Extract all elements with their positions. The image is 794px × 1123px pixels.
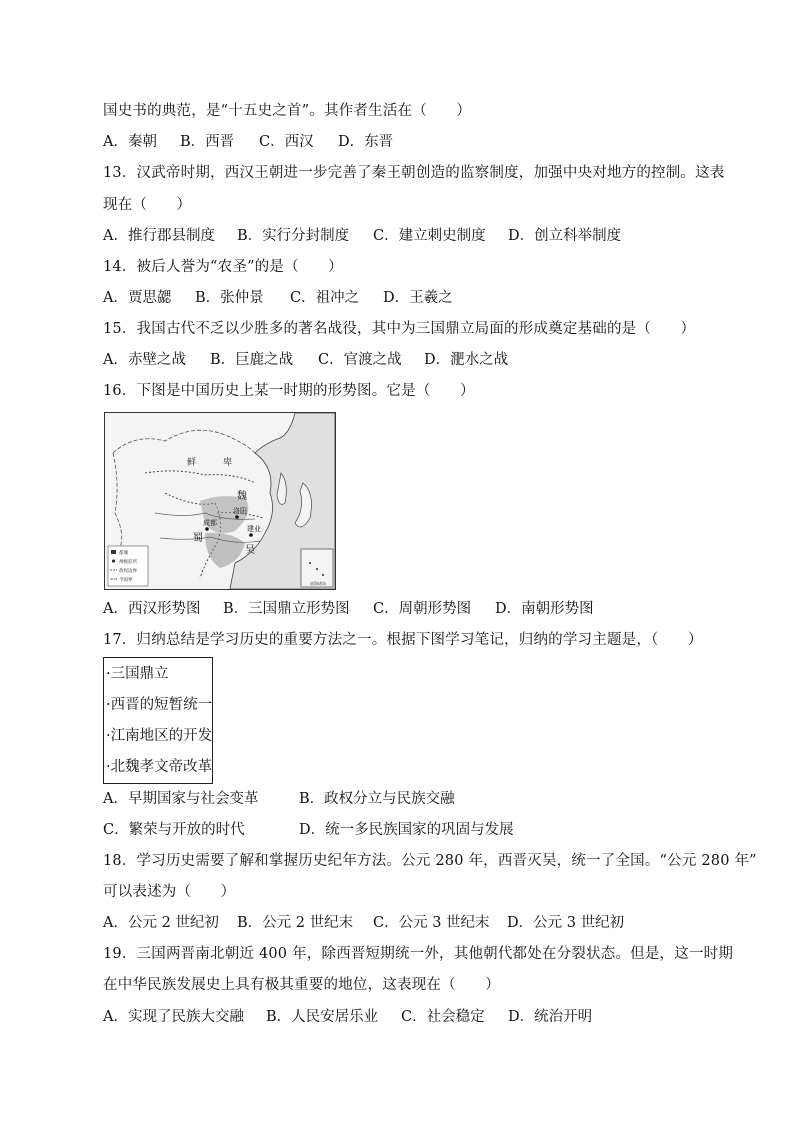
inset-label: 南海诸岛 [310,581,326,586]
inset-island-3 [322,574,324,576]
q16-option-b[interactable]: B．三国鼎立形势图 [223,601,350,617]
q13-stem-line2: 现在（ ） [103,197,192,213]
legend-text-capital: 都城 [119,551,128,556]
q16-stem: 16．下图是中国历史上某一时期的形势图。它是（ ） [103,383,475,399]
map-label-wei: 魏 [237,491,247,502]
inset-island-1 [309,562,311,564]
q17-stem: 17．归纳总结是学习历史的重要方法之一。根据下图学习笔记，归纳的学习主题是，（ ） [103,632,703,648]
q13-option-b[interactable]: B．实行分封制度 [237,228,350,244]
q13-option-d[interactable]: D．创立科举制度 [508,228,622,244]
q19-option-d[interactable]: D．统治开明 [508,1009,593,1025]
q15-option-c[interactable]: C．官渡之战 [318,352,402,368]
q17-option-a[interactable]: A．早期国家与社会变革 [103,791,259,807]
q19-option-b[interactable]: B．人民安居乐业 [266,1009,379,1025]
q18-stem-line1: 18．学习历史需要了解和掌握历史纪年方法。公元 280 年，西晋灭吴，统一了全国。“公元 280 年” [103,853,757,869]
q16-option-a[interactable]: A．西汉形势图 [103,601,201,617]
map-label-bei: 卑 [223,458,233,468]
q18-option-c[interactable]: C．公元 3 世纪末 [373,915,490,931]
note-item-3: ·江南地区的开发 [106,728,213,744]
map-label-wu: 吴 [245,545,255,556]
q19-option-c[interactable]: C．社会稳定 [401,1009,485,1025]
capital-marker-chengdu [205,527,209,531]
q13-option-c[interactable]: C．建立刺史制度 [373,228,486,244]
historical-map-figure [104,412,336,590]
q16-option-d[interactable]: D．南朝形势图 [495,601,594,617]
legend-symbol-capital [111,550,116,554]
q18-option-a[interactable]: A．公元 2 世纪初 [103,915,219,931]
q12-option-c[interactable]: C．西汉 [259,134,314,150]
legend-text-state-seat: 州级驻所 [119,560,137,565]
q13-stem-line1: 13．汉武帝时期，西汉王朝进一步完善了秦王朝创造的监察制度，加强中央对地方的控制。这表 [103,165,725,181]
map-graphic [105,413,335,589]
q14-option-b[interactable]: B．张仲景 [195,290,264,306]
q17-option-d[interactable]: D．统一多民族国家的巩固与发展 [299,822,514,838]
q15-option-a[interactable]: A．赤壁之战 [103,352,186,368]
capital-marker-luoyang [235,515,239,519]
q14-option-c[interactable]: C．祖冲之 [290,290,360,306]
q18-stem-line2: 可以表述为（ ） [103,884,236,900]
note-item-1: ·三国鼎立 [106,666,169,682]
q14-stem: 14．被后人誉为“农圣”的是（ ） [103,259,343,275]
q19-stem-line2: 在中华民族发展史上具有极其重要的地位，这表现在（ ） [103,977,500,993]
legend-text-national-border: 今国界 [119,578,133,583]
q15-stem: 15．我国古代不乏以少胜多的著名战役，其中为三国鼎立局面的形成奠定基础的是（ ） [103,321,696,337]
q18-option-b[interactable]: B．公元 2 世纪末 [237,915,354,931]
q12-stem: 国史书的典范，是“十五史之首”。其作者生活在（ ） [103,103,472,119]
map-label-chengdu: 成都 [203,519,217,527]
legend-text-boundary: 政权边界 [119,569,137,574]
capital-marker-jianye [249,533,253,537]
q19-stem-line1: 19．三国两晋南北朝近 400 年，除西晋短期统一外，其他朝代都处在分裂状态。但是，这一时期 [103,946,734,962]
q19-option-a[interactable]: A．实现了民族大交融 [103,1009,244,1025]
q15-option-b[interactable]: B．巨鹿之战 [210,352,294,368]
q14-option-a[interactable]: A．贾思勰 [103,290,172,306]
map-label-jianye: 建业 [247,525,261,533]
map-label-shu: 蜀 [193,533,203,544]
q12-option-b[interactable]: B．西晋 [180,134,235,150]
q12-option-a[interactable]: A．秦朝 [103,134,157,150]
map-label-xian: 鲜 [187,458,197,468]
q17-option-b[interactable]: B．政权分立与民族交融 [299,791,455,807]
note-item-2: ·西晋的短暂统一 [106,697,213,713]
q14-option-d[interactable]: D．王羲之 [383,290,453,306]
inset-island-2 [316,568,318,570]
q18-option-d[interactable]: D．公元 3 世纪初 [507,915,625,931]
q16-option-c[interactable]: C．周朝形势图 [373,601,472,617]
q15-option-d[interactable]: D．淝水之战 [424,352,509,368]
map-label-luoyang: 洛阳 [233,507,247,515]
q12-option-d[interactable]: D．东晋 [338,134,394,150]
q13-option-a[interactable]: A．推行郡县制度 [103,228,215,244]
note-item-4: ·北魏孝文帝改革 [106,759,213,775]
study-notes-box [103,657,213,784]
q17-option-c[interactable]: C．繁荣与开放的时代 [103,822,245,838]
legend-symbol-state-seat [112,559,115,562]
